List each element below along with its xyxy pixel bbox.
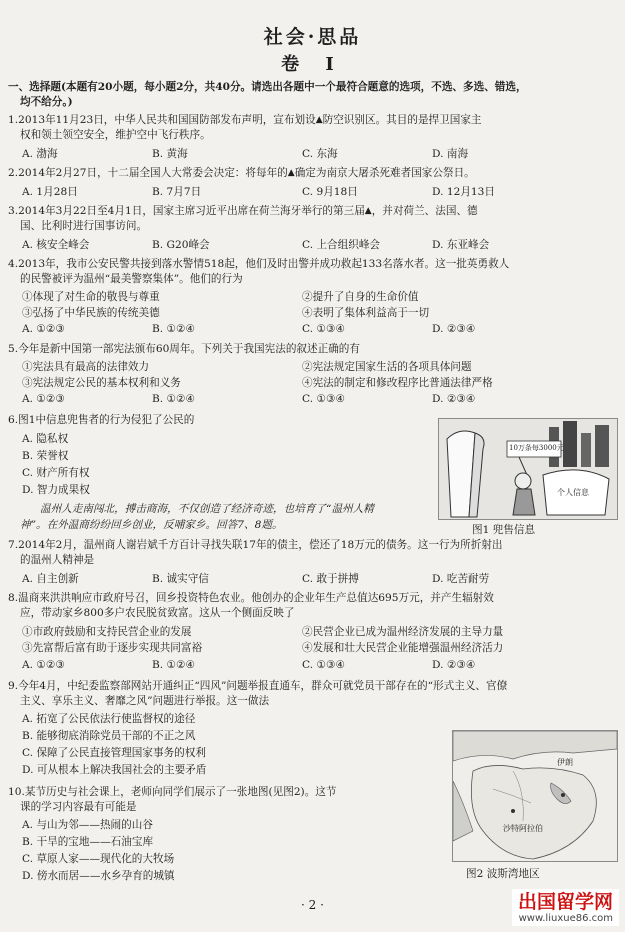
- q5-option-a[interactable]: A. ①②③: [22, 393, 65, 405]
- q4-statement-3: ③弘扬了中华民族的传统美德: [22, 307, 160, 319]
- q8-option-c[interactable]: C. ①③④: [302, 659, 345, 671]
- question-1: 1.2013年11月23日，中华人民共和国国防部发布声明，宣布划设▲防空识别区。其目的是捍卫国家主: [8, 114, 482, 126]
- q2-option-d[interactable]: D. 12月13日: [432, 186, 495, 198]
- blank-triangle-icon: ▲: [315, 115, 323, 125]
- section-instructions-cont: 均不给分。): [20, 96, 73, 108]
- q9-option-b[interactable]: B. 能够彻底消除党员干部的不正之风: [22, 730, 196, 742]
- page-number: · 2 ·: [301, 898, 324, 912]
- q4-statement-4: ④表明了集体利益高于一切: [302, 307, 430, 319]
- figure-1-cartoon: [438, 418, 618, 520]
- q5-statement-4: ④宪法的制定和修改程序比普通法律严格: [302, 377, 493, 389]
- question-6: 6.图1中信息兜售者的行为侵犯了公民的: [8, 414, 195, 426]
- q8-statement-1: ①市政府鼓励和支持民营企业的发展: [22, 626, 192, 638]
- q7-option-c[interactable]: C. 敢于拼搏: [302, 573, 359, 585]
- cartoon-illustration-icon: [439, 419, 617, 519]
- part-title: 卷 Ⅰ: [281, 54, 344, 75]
- q4-option-a[interactable]: A. ①②③: [22, 323, 65, 335]
- q4-option-b[interactable]: B. ①②④: [152, 323, 196, 335]
- question-10: 10.某节历史与社会课上，老师向同学们展示了一张地图(见图2)。这节: [8, 786, 337, 798]
- q2-option-b[interactable]: B. 7月7日: [152, 186, 202, 198]
- q8-statement-3: ③先富帮后富有助于逐步实现共同富裕: [22, 642, 203, 654]
- q5-option-c[interactable]: C. ①③④: [302, 393, 345, 405]
- persian-gulf-map-icon: [453, 731, 617, 861]
- watermark: [512, 889, 619, 926]
- q3-option-c[interactable]: C. 上合组织峰会: [302, 239, 381, 251]
- q1-option-c[interactable]: C. 东海: [302, 148, 338, 160]
- page-title: 社会·思品: [263, 26, 362, 48]
- q9-option-d[interactable]: D. 可从根本上解决我国社会的主要矛盾: [22, 764, 207, 776]
- q8-statement-2: ②民营企业已成为温州经济发展的主导力量: [302, 626, 504, 638]
- q6-option-c[interactable]: C. 财产所有权: [22, 467, 90, 479]
- map-label-saudi: 沙特阿拉伯: [503, 824, 543, 833]
- question-1-cont: 权和领土领空安全，维护空中飞行秩序。: [20, 129, 211, 141]
- watermark-url: www.liuxue86.com: [518, 913, 613, 924]
- q10-option-a[interactable]: A. 与山为邻——热闹的山谷: [22, 819, 153, 831]
- section-instructions: 一、选择题(本题有20小题，每小题2分，共40分。请选出各题中一个最符合题意的选项，不选、多选、错选，: [8, 81, 527, 93]
- q8-option-a[interactable]: A. ①②③: [22, 659, 65, 671]
- question-7-cont: 的温州人精神是: [20, 554, 95, 566]
- q6-option-a[interactable]: A. 隐私权: [22, 433, 69, 445]
- question-5: 5.今年是新中国第一部宪法颁布60周年。下列关于我国宪法的叙述正确的有: [8, 343, 360, 355]
- figure-1-caption: 图1 兜售信息: [472, 524, 536, 536]
- q4-option-d[interactable]: D. ②③④: [432, 323, 476, 335]
- q6-option-b[interactable]: B. 荣誉权: [22, 450, 69, 462]
- q5-statement-1: ①宪法具有最高的法律效力: [22, 361, 150, 373]
- q5-option-d[interactable]: D. ②③④: [432, 393, 476, 405]
- q4-option-c[interactable]: C. ①③④: [302, 323, 345, 335]
- q1-option-d[interactable]: D. 南海: [432, 148, 469, 160]
- question-8-cont: 应，带动家乡800多户农民脱贫致富。这从一个侧面反映了: [20, 607, 295, 619]
- q7-option-a[interactable]: A. 自主创新: [22, 573, 79, 585]
- q8-option-d[interactable]: D. ②③④: [432, 659, 476, 671]
- q1-option-a[interactable]: A. 渤海: [22, 148, 58, 160]
- q3-option-b[interactable]: B. G20峰会: [152, 239, 210, 251]
- question-3-cont: 国、比利时进行国事访问。: [20, 220, 148, 232]
- q3-option-a[interactable]: A. 核安全峰会: [22, 239, 90, 251]
- q7-option-d[interactable]: D. 吃苦耐劳: [432, 573, 490, 585]
- watermark-name: 出国留学网: [517, 891, 613, 913]
- q2-option-a[interactable]: A. 1月28日: [22, 186, 78, 198]
- q7-option-b[interactable]: B. 诚实守信: [152, 573, 209, 585]
- q5-statement-2: ②宪法规定国家生活的各项具体问题: [302, 361, 472, 373]
- q1-option-b[interactable]: B. 黄海: [152, 148, 188, 160]
- blank-triangle-icon: ▲: [287, 168, 295, 178]
- passage-7-8-cont: 神”。在外温商纷纷回乡创业，反哺家乡。回答7、8题。: [20, 519, 283, 531]
- q6-option-d[interactable]: D. 智力成果权: [22, 484, 90, 496]
- q4-statement-1: ①体现了对生命的敬畏与尊重: [22, 291, 160, 303]
- question-2: 2.2014年2月27日，十二届全国人大常委会决定：将每年的▲确定为南京大屠杀死难者国家公祭日。: [8, 167, 475, 179]
- question-4: 4.2013年，我市公安民警共接到落水警情518起，他们及时出警并成功救起133名落水者。这一批英勇救人: [8, 258, 510, 270]
- q8-option-b[interactable]: B. ①②④: [152, 659, 196, 671]
- q5-statement-3: ③宪法规定公民的基本权利和义务: [22, 377, 181, 389]
- blank-triangle-icon: ▲: [364, 206, 372, 216]
- q8-statement-4: ④发展和壮大民营企业能增强温州经济活力: [302, 642, 504, 654]
- q5-option-b[interactable]: B. ①②④: [152, 393, 196, 405]
- question-4-cont: 的民警被评为温州“最美警察集体”。他们的行为: [20, 273, 243, 285]
- question-9: 9.今年4月，中纪委监察部网站开通纠正“四风”问题举报直通车，群众可就党员干部存在的“形式主义、官僚: [8, 680, 508, 692]
- question-3: 3.2014年3月22日至4月1日，国家主席习近平出席在荷兰海牙举行的第三届▲，并对荷兰、法国、德: [8, 205, 478, 217]
- question-8: 8.温商来洪洪响应市政府号召，回乡投资特色农业。他创办的企业年生产总值达695万元，并产生辐射效: [8, 592, 494, 604]
- cartoon-bag-text: 个人信息: [557, 488, 589, 497]
- q4-statement-2: ②提升了自身的生命价值: [302, 291, 419, 303]
- question-9-cont: 主义、享乐主义、奢靡之风”问题进行举报。这一做法: [20, 695, 270, 707]
- question-10-cont: 课的学习内容最有可能是: [20, 801, 137, 813]
- figure-2-caption: 图2 波斯湾地区: [466, 868, 540, 880]
- q9-option-a[interactable]: A. 拓宽了公民依法行使监督权的途径: [22, 713, 196, 725]
- q3-option-d[interactable]: D. 东亚峰会: [432, 239, 490, 251]
- q2-option-c[interactable]: C. 9月18日: [302, 186, 358, 198]
- map-label-iran: 伊朗: [557, 758, 573, 767]
- q10-option-b[interactable]: B. 干旱的宝地——石油宝库: [22, 836, 154, 848]
- passage-7-8: 温州人走南闯北，搏击商海，不仅创造了经济奇迹，也培育了“温州人精: [40, 503, 374, 515]
- question-7: 7.2014年2月，温州商人谢岩斌千方百计寻找失联17年的债主，偿还了18万元的债务。这一行为所折射出: [8, 539, 503, 551]
- q10-option-d[interactable]: D. 傍水而居——水乡孕育的城镇: [22, 870, 175, 882]
- q9-option-c[interactable]: C. 保障了公民直接管理国家事务的权利: [22, 747, 206, 759]
- q10-option-c[interactable]: C. 草原人家——现代化的大牧场: [22, 853, 175, 865]
- cartoon-sign-text: 10万条每3000元: [509, 444, 564, 452]
- figure-2-map: [452, 730, 618, 862]
